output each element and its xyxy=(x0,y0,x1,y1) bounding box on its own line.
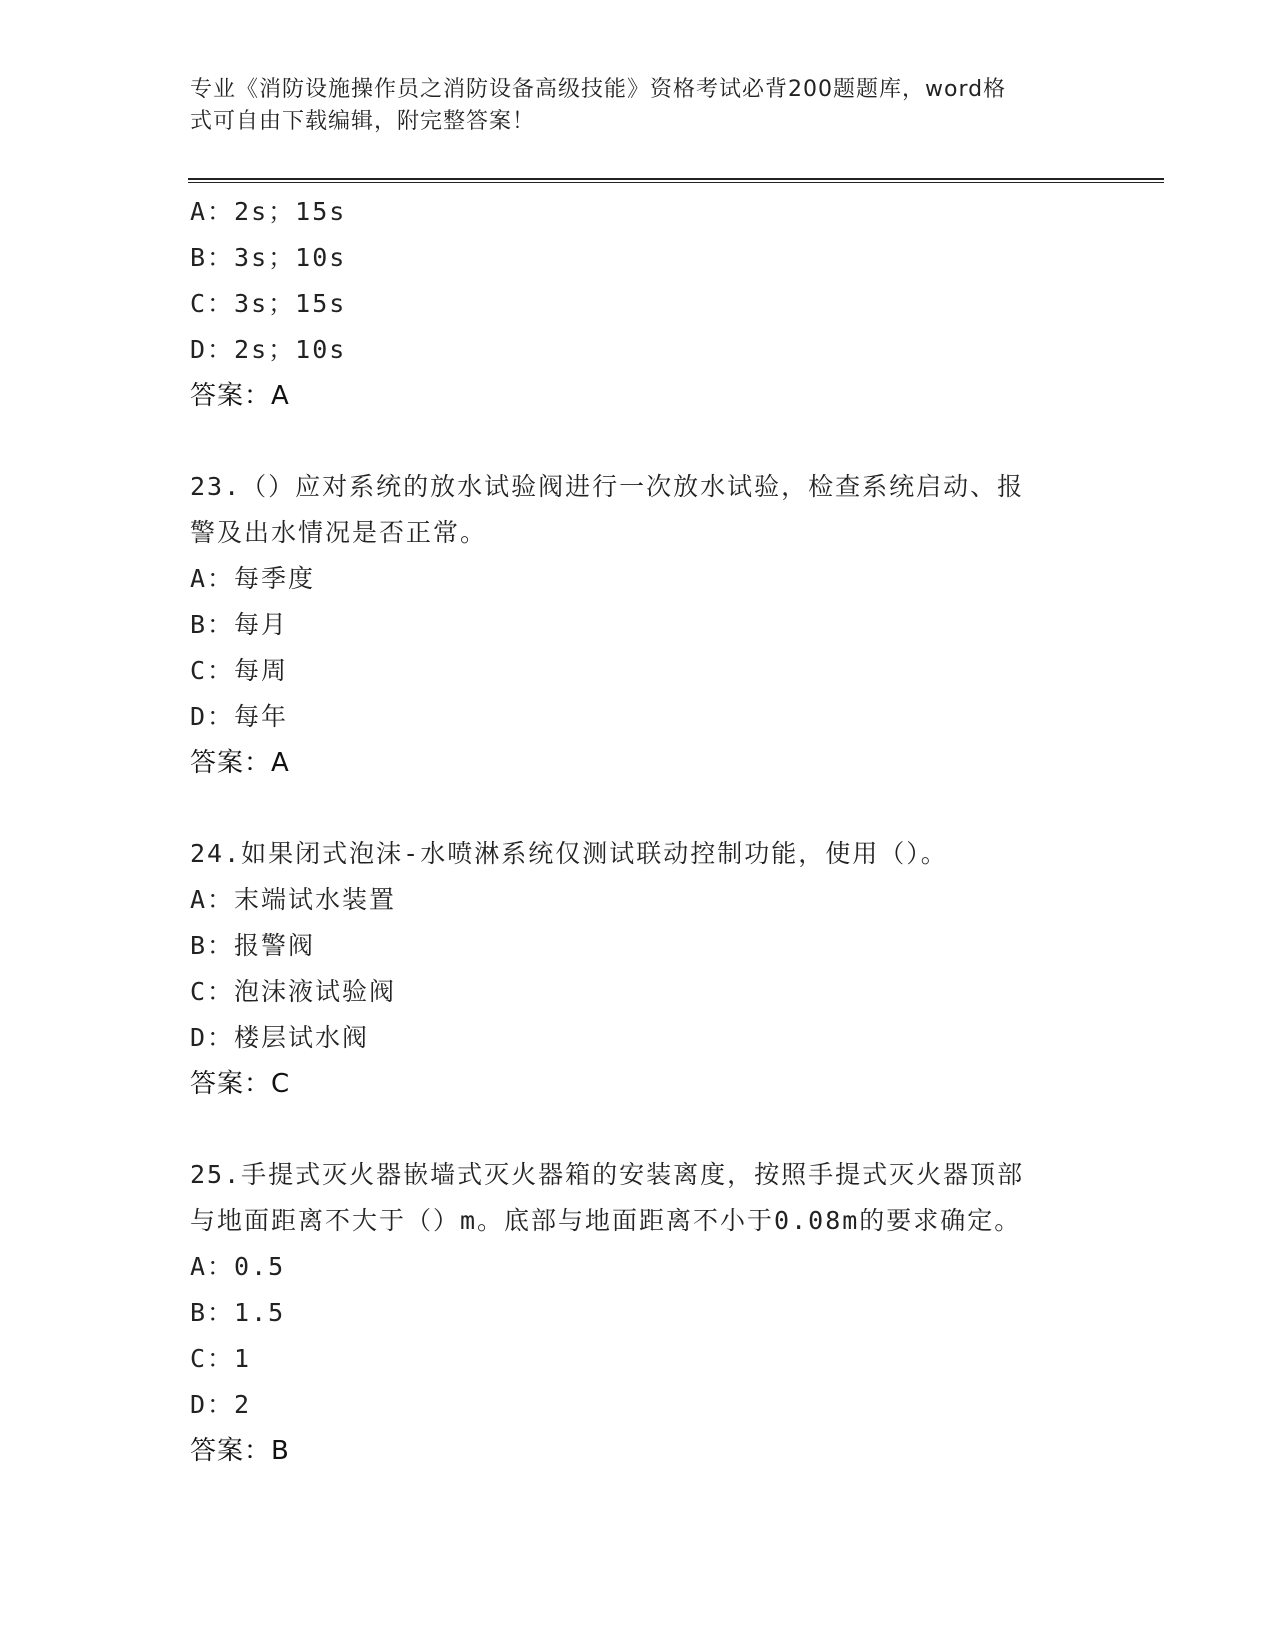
document-header xyxy=(190,74,1090,138)
answer-line: 答案：A xyxy=(190,381,290,411)
header-line-1: 专业《消防设施操作员之消防设备高级技能》资格考试必背200题题库，word格 xyxy=(190,77,1007,102)
option-d: D：2s；10s xyxy=(190,335,347,364)
header-line-2: 式可自由下载编辑，附完整答案！ xyxy=(190,109,536,134)
question-text-line-1: 25.手提式灭火器嵌墙式灭火器箱的安装离度，按照手提式灭火器顶部 xyxy=(190,1160,1025,1189)
question-23 xyxy=(190,464,1090,786)
question-24 xyxy=(190,831,1090,1107)
option-c: C：1 xyxy=(190,1344,252,1373)
question-list xyxy=(190,189,1090,1474)
option-d: D：每年 xyxy=(190,702,289,731)
option-b: B：3s；10s xyxy=(190,243,347,272)
option-d: D：楼层试水阀 xyxy=(190,1023,370,1052)
question-text-line-1: 23.（）应对系统的放水试验阀进行一次放水试验，检查系统启动、报 xyxy=(190,472,1025,501)
option-a: A：0.5 xyxy=(190,1252,286,1281)
option-c: C：泡沫液试验阀 xyxy=(190,977,397,1006)
option-a: A：末端试水装置 xyxy=(190,885,397,914)
question-text-line-2: 警及出水情况是否正常。 xyxy=(190,518,488,547)
option-d: D：2 xyxy=(190,1390,252,1419)
option-b: B：1.5 xyxy=(190,1298,286,1327)
option-a: A：每季度 xyxy=(190,564,316,593)
answer-line: 答案：C xyxy=(190,1069,291,1099)
question-22-continued xyxy=(190,189,1090,419)
option-b: B：每月 xyxy=(190,610,289,639)
question-text-line-1: 24.如果闭式泡沫-水喷淋系统仅测试联动控制功能，使用（）。 xyxy=(190,839,948,868)
question-25 xyxy=(190,1152,1090,1474)
option-c: C：每周 xyxy=(190,656,289,685)
option-a: A：2s；15s xyxy=(190,197,347,226)
answer-line: 答案：A xyxy=(190,748,290,778)
option-b: B：报警阀 xyxy=(190,931,316,960)
option-c: C：3s；15s xyxy=(190,289,347,318)
question-text-line-2: 与地面距离不大于（）m。底部与地面距离不小于0.08m的要求确定。 xyxy=(190,1206,1022,1235)
header-divider xyxy=(188,178,1164,183)
answer-line: 答案：B xyxy=(190,1436,290,1466)
